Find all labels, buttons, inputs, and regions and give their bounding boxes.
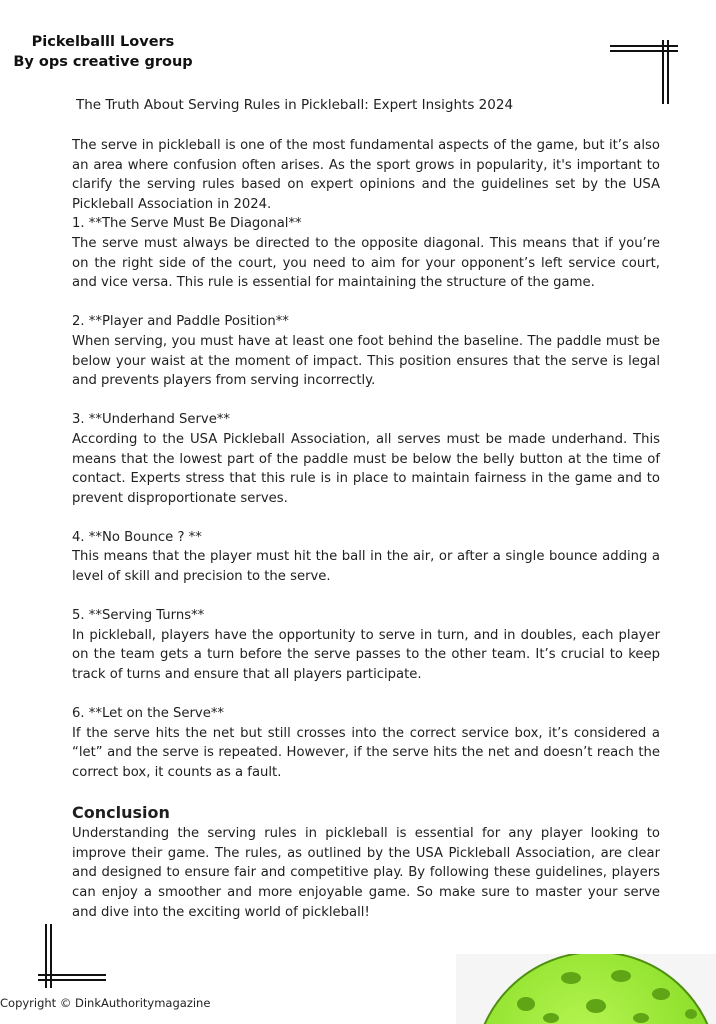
section-heading: 5. **Serving Turns** — [72, 608, 205, 624]
page-title: The Truth About Serving Rules in Pickleball: Expert Insights 2024 — [76, 97, 514, 113]
pickleball-icon — [456, 954, 716, 1024]
corner-lines-icon — [36, 922, 108, 990]
brand-header — [0, 32, 206, 72]
conclusion-body: Understanding the serving rules in pickleball is essential for any player looking to improve their game. The rules, as outlined by the USA Pickleball Association, are clear and designed to ensure fair and competitive play. By following these guidelines, players can enjoy a smoother and more enjoyable game. So make sure to master your serve and dive into the exciting world of pickleball! — [72, 826, 660, 920]
section-body: When serving, you must have at least one foot behind the baseline. The paddle must be below your waist at the moment of impact. This position ensures that the serve is legal and prevents players from serving incorrectly. — [72, 333, 660, 389]
section-4 — [72, 528, 660, 587]
copyright-footer: Copyright © DinkAuthoritymagazine — [0, 996, 211, 1010]
section-heading: 1. **The Serve Must Be Diagonal** — [72, 216, 302, 232]
section-body: The serve must always be directed to the opposite diagonal. This means that if you’re on the right side of the court, you need to aim for your opponent’s left service court, and vice versa. This rule is essential for maintaining the structure of the game. — [72, 235, 660, 291]
section-heading: 3. **Underhand Serve** — [72, 412, 231, 428]
section-body: In pickleball, players have the opportunity to serve in turn, and in doubles, each player on the team gets a turn before the serve passes to the other team. It’s crucial to keep track of turns and ensure that all players participate. — [72, 627, 660, 683]
section-1 — [72, 214, 660, 292]
conclusion-section — [72, 802, 660, 922]
section-body: If the serve hits the net but still crosses into the correct service box, it’s considered a “let” and the serve is repeated. However, if the serve hits the net and doesn’t reach the correct box, it counts as a fault. — [72, 725, 660, 780]
section-body: According to the USA Pickleball Association, all serves must be made underhand. This means that the lowest part of the paddle must be below the belly button at the time of contact. Experts stress that this rule is in place to maintain fairness in the game and to prevent disproportionate serves. — [72, 431, 660, 506]
section-heading: 4. **No Bounce ? ** — [72, 529, 202, 545]
conclusion-heading: Conclusion — [72, 803, 170, 823]
brand-line2: By ops creative group — [13, 54, 193, 70]
section-6 — [72, 704, 660, 782]
section-5 — [72, 606, 660, 684]
section-heading: 6. **Let on the Serve** — [72, 706, 225, 722]
brand-line1: Pickelballl Lovers — [31, 34, 175, 50]
section-2 — [72, 312, 660, 390]
section-heading: 2. **Player and Paddle Position** — [72, 314, 289, 330]
section-body: This means that the player must hit the ball in the air, or after a single bounce adding a level of skill and precision to the serve. — [72, 549, 660, 585]
article-body — [72, 136, 660, 922]
intro-paragraph: The serve in pickleball is one of the most fundamental aspects of the game, but it’s also an area where confusion often arises. As the sport grows in popularity, it's important to clarify the serving rules based on expert opinions and the guidelines set by the USA Pickleball Association in 2024. — [72, 138, 660, 212]
section-3 — [72, 410, 660, 508]
